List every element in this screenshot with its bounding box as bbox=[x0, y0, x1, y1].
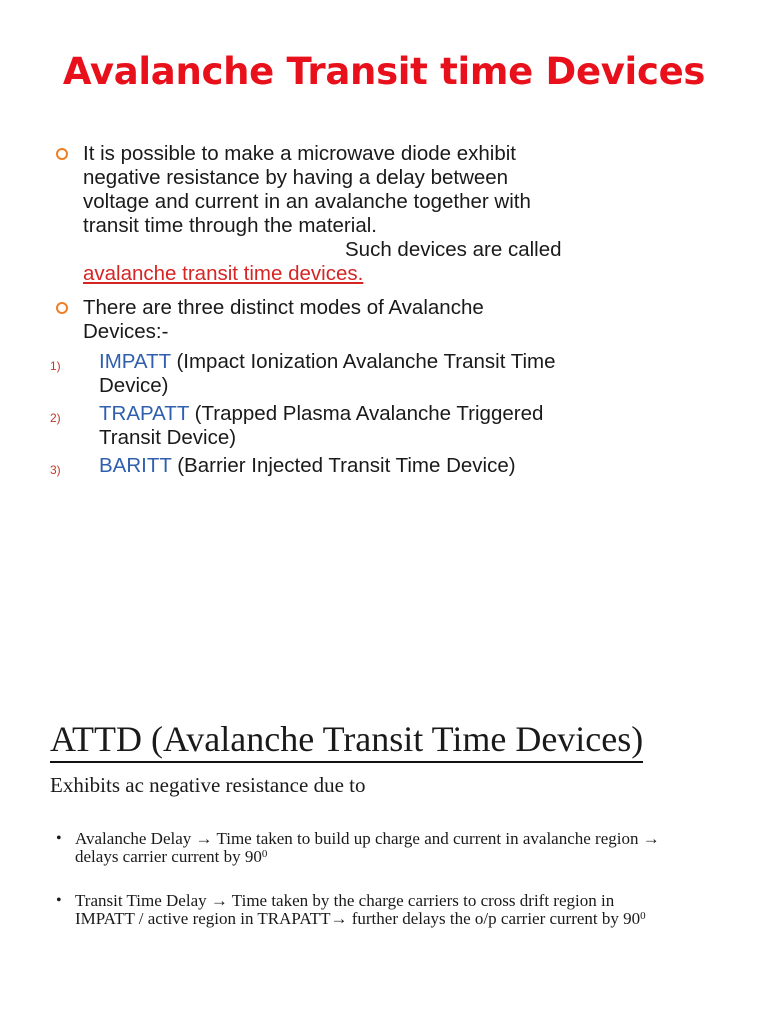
p1-line-2: negative resistance by having a delay between bbox=[83, 166, 509, 189]
list-item bbox=[48, 350, 738, 398]
circle-bullet-icon bbox=[56, 302, 68, 314]
device-name: IMPATT bbox=[99, 350, 171, 373]
p2-line-2: Devices:- bbox=[83, 320, 169, 343]
attd-subtitle: Exhibits ac negative resistance due to bbox=[50, 773, 366, 797]
device-name: TRAPATT bbox=[99, 402, 189, 425]
list-item bbox=[56, 891, 715, 928]
avalanche-devices-link: avalanche transit time devices. bbox=[83, 262, 364, 285]
degree-superscript: 0 bbox=[640, 910, 646, 922]
device-desc: (Trapped Plasma Avalanche Triggered bbox=[188, 402, 544, 425]
paragraph-2 bbox=[48, 296, 738, 344]
list-number: 2) bbox=[50, 411, 61, 425]
device-desc: (Impact Ionization Avalanche Transit Time bbox=[170, 350, 556, 373]
list-item bbox=[56, 829, 715, 866]
list-number: 1) bbox=[50, 359, 61, 373]
list-number: 3) bbox=[50, 463, 61, 477]
b1-line-2: delays carrier current by 90 bbox=[75, 847, 262, 866]
bullet-dot-icon: • bbox=[56, 830, 62, 847]
p2-line-1: There are three distinct modes of Avalanche bbox=[83, 296, 484, 319]
numbered-list bbox=[48, 350, 738, 478]
list-item bbox=[48, 454, 738, 478]
circle-bullet-icon bbox=[56, 148, 68, 160]
p1-line-3: voltage and current in an avalanche together with bbox=[83, 190, 531, 213]
device-name: BARITT bbox=[99, 454, 172, 477]
device-desc: (Barrier Injected Transit Time Device) bbox=[171, 454, 516, 477]
p1-line-5: Such devices are called bbox=[345, 238, 562, 261]
bullet-dot-icon: • bbox=[56, 892, 62, 909]
b2-line-2: IMPATT / active region in TRAPATT→ further delays the o/p carrier current by 90 bbox=[75, 909, 641, 928]
attd-title: ATTD (Avalanche Transit Time Devices) bbox=[50, 718, 643, 763]
list-item bbox=[48, 402, 738, 450]
b2-line-1: Transit Time Delay → Time taken by the charge carriers to cross drift region in bbox=[75, 891, 615, 910]
p1-line-4: transit time through the material. bbox=[83, 214, 377, 237]
p1-line-1: It is possible to make a microwave diode exhibit bbox=[83, 142, 516, 165]
degree-superscript: 0 bbox=[261, 848, 268, 860]
device-desc-cont: Device) bbox=[99, 374, 169, 397]
b1-line-1: Avalanche Delay → Time taken to build up charge and current in avalanche region → bbox=[75, 829, 660, 848]
device-desc-cont: Transit Device) bbox=[99, 426, 237, 449]
paragraph-1 bbox=[48, 142, 738, 286]
slide-title: Avalanche Transit time Devices bbox=[62, 50, 706, 93]
